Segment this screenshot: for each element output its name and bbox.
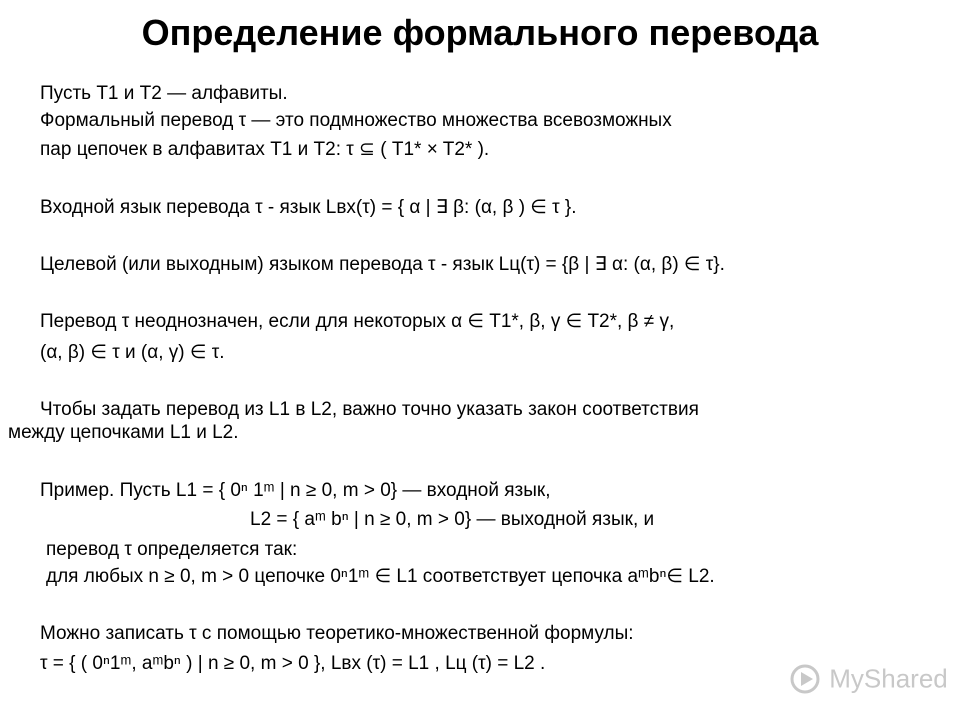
text-line-9: между цепочками L1 и L2. [8,422,239,443]
text-line-5: Целевой (или выходным) языком перевода τ - язык Lц(τ) = {β | ∃ α: (α, β) ∈ τ}. [40,254,725,275]
text-line-13: для любых n ≥ 0, m > 0 цепочке 0ⁿ1ᵐ ∈ L1 соответствует цепочка aᵐbⁿ∈ L2. [46,566,715,587]
slide-title: Определение формального перевода [141,12,819,53]
text-line-3: пар цепочек в алфавитах T1 и T2: τ ⊆ ( T1* × T2* ). [40,139,490,160]
text-line-15: τ = { ( 0ⁿ1ᵐ, aᵐbⁿ ) | n ≥ 0, m > 0 }, Lвх (τ) = L1 , Lц (τ) = L2 . [40,653,546,674]
text-line-1: Пусть T1 и T2 — алфавиты. [40,83,288,104]
text-line-14: Можно записать τ с помощью теоретико-множественной формулы: [40,623,634,644]
text-line-10: Пример. Пусть L1 = { 0ⁿ 1ᵐ | n ≥ 0, m > 0} — входной язык, [40,480,551,501]
myshared-logo-icon [790,664,820,694]
text-line-4: Входной язык перевода τ - язык Lвх(τ) = { α | ∃ β: (α, β ) ∈ τ }. [40,197,577,218]
text-line-7: (α, β) ∈ τ и (α, γ) ∈ τ. [40,342,225,363]
watermark [790,662,948,695]
text-line-8: Чтобы задать перевод из L1 в L2, важно точно указать закон соответствия [40,399,699,420]
text-line-2: Формальный перевод τ — это подмножество множества всевозможных [40,110,672,131]
text-line-6: Перевод τ неоднозначен, если для некоторых α ∈ T1*, β, γ ∈ T2*, β ≠ γ, [40,311,675,332]
text-line-11: L2 = { aᵐ bⁿ | n ≥ 0, m > 0} — выходной язык, и [250,509,655,530]
text-line-12: перевод τ определяется так: [46,539,298,560]
watermark-text: MyShared [829,663,948,694]
